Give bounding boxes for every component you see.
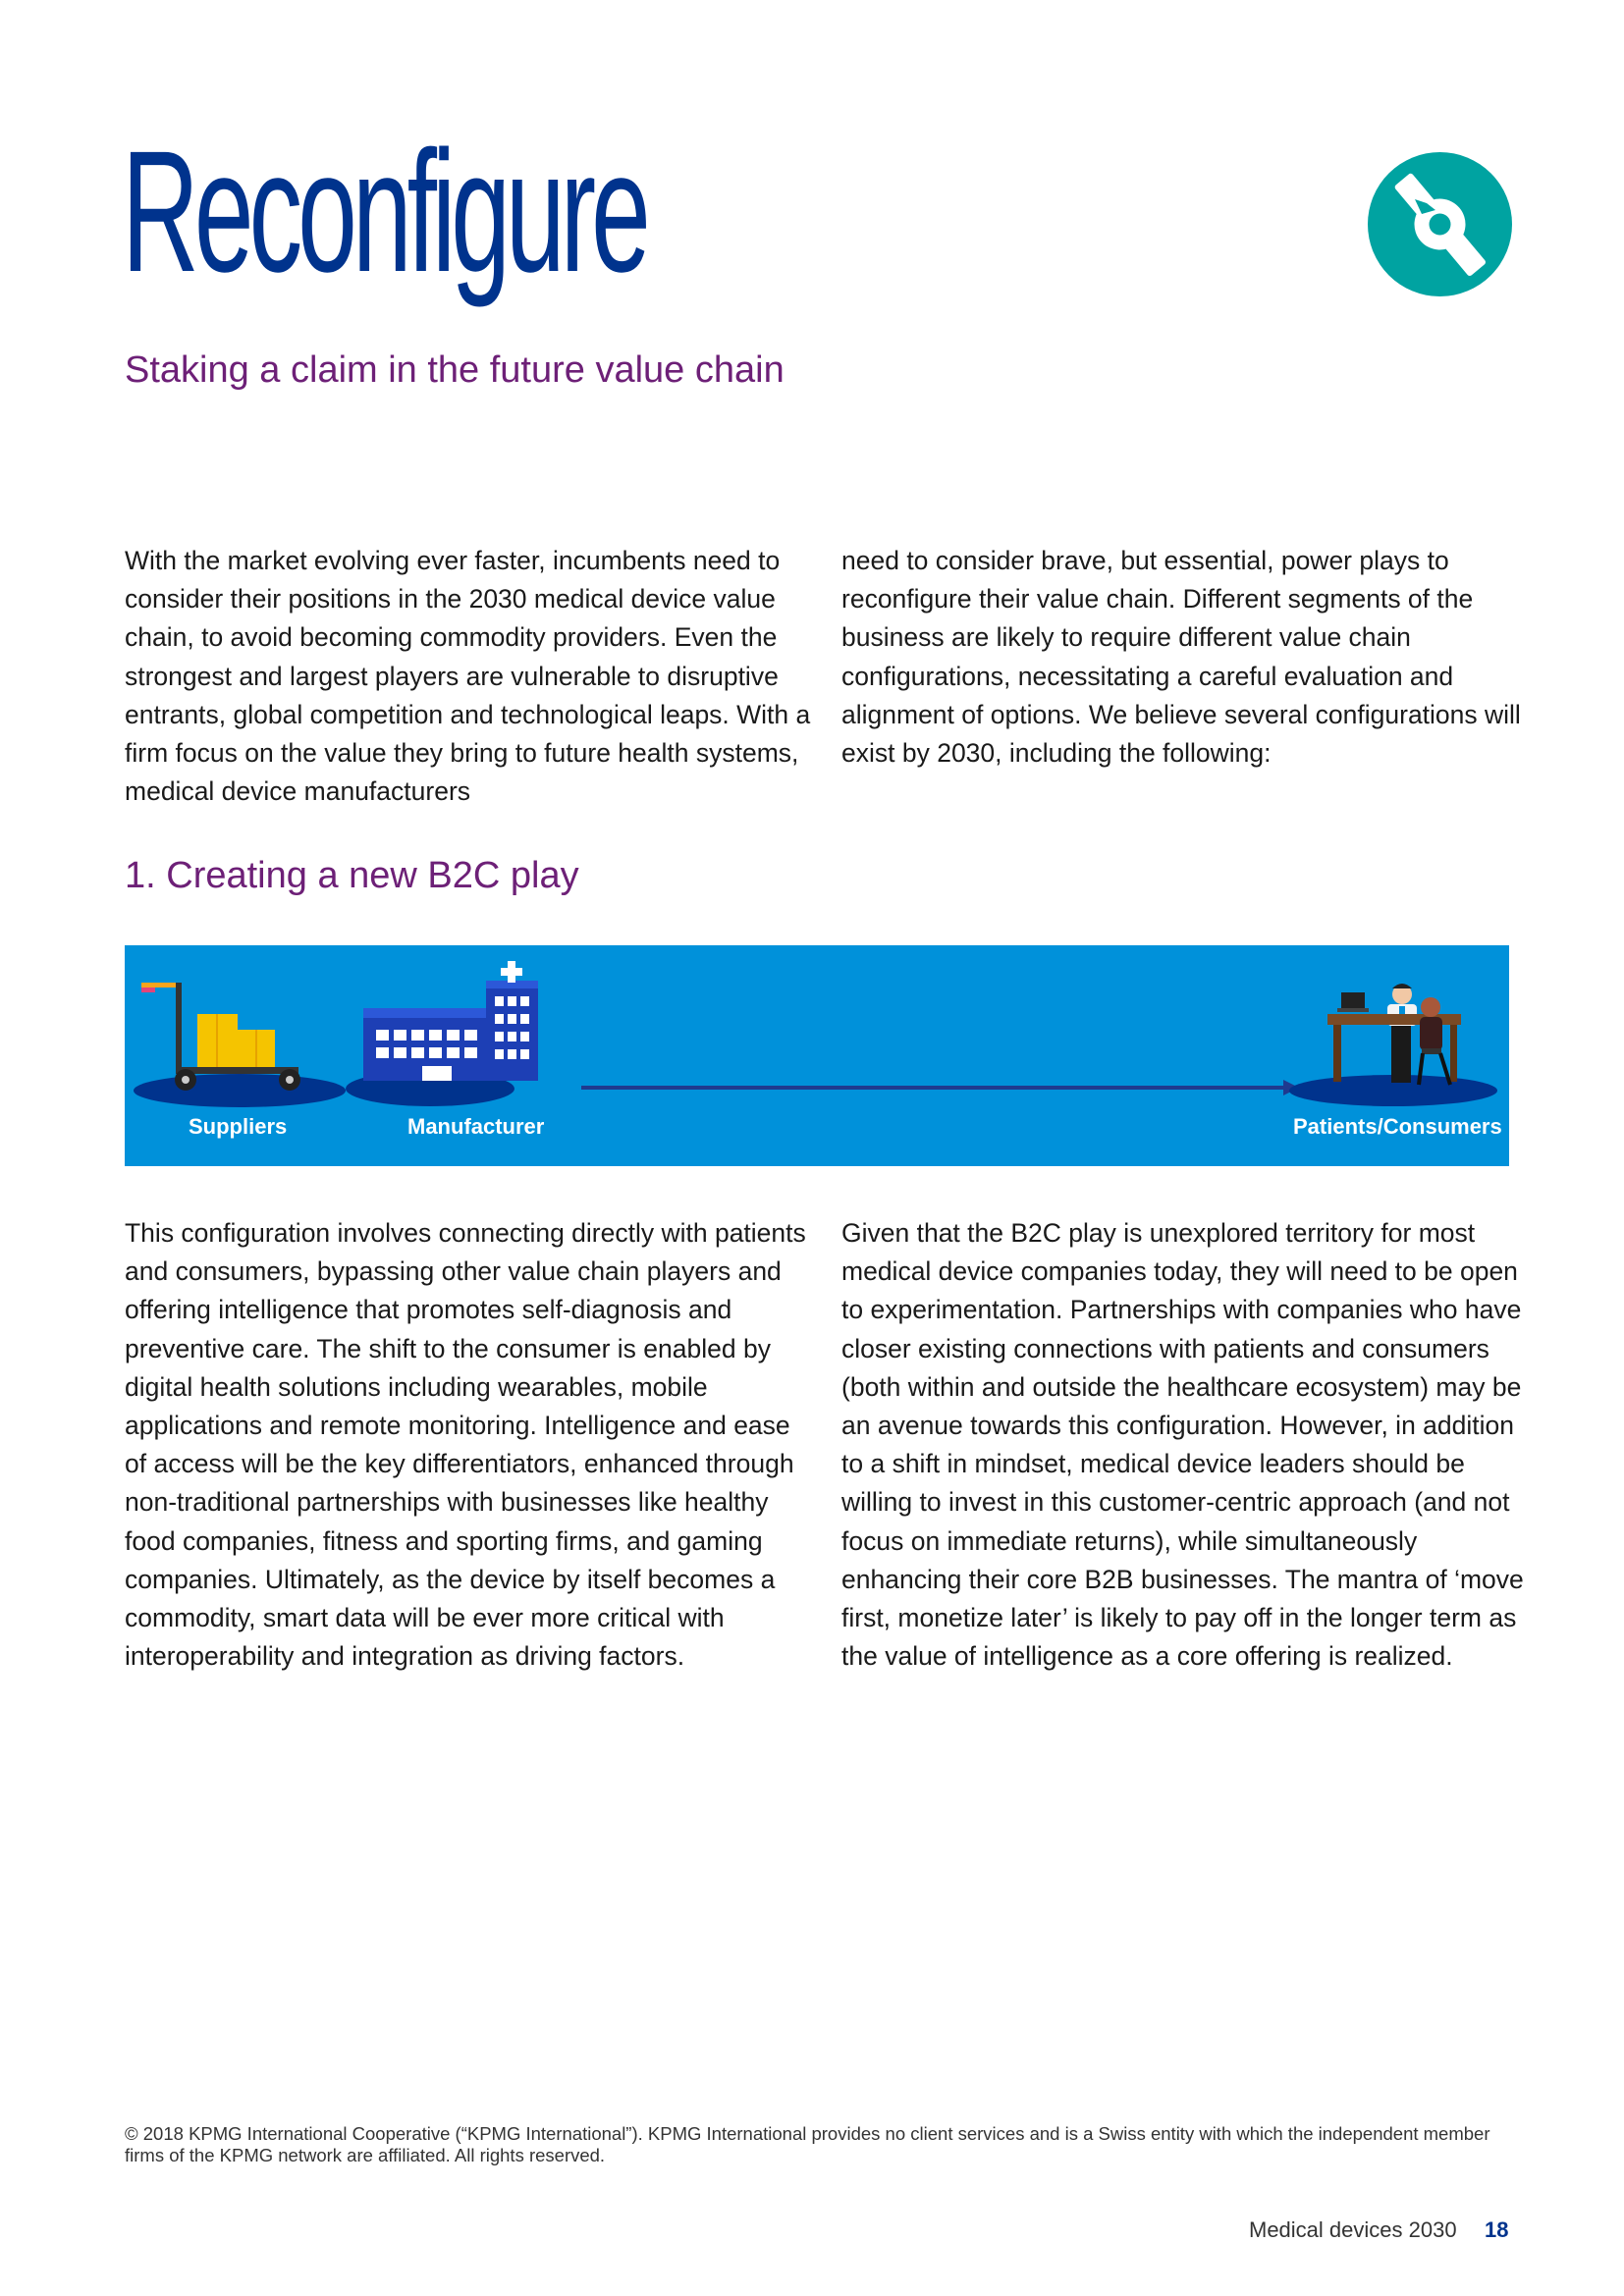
- wrench-icon: [1368, 152, 1512, 296]
- document-title: Medical devices 2030: [1249, 2217, 1457, 2242]
- body-right-column: [841, 1214, 1529, 1676]
- copyright-notice: © 2018 KPMG International Cooperative (“KPMG International”). KPMG International provides no client services and is a Swiss entity with which the independent member firms of the KPMG network are affiliated. All rights reserved.: [125, 2123, 1490, 2165]
- body-paragraph-left: This configuration involves connecting directly with patients and consumers, bypassing other value chain players and offering intelligence that promotes self-diagnosis and preventive care. The shift to the consumer is enabled by digital health solutions including wearables, mobile applications and remote monitoring. Intelligence and ease of access will be the key differentiators, enhanced through non-traditional partnerships with businesses like healthy food companies, fitness and sporting firms, and gaming companies. Ultimately, as the device by itself becomes a commodity, smart data will be ever more critical with interoperability and integration as driving factors.: [125, 1218, 806, 1672]
- label-suppliers: Suppliers: [189, 1114, 288, 1139]
- body-left-column: [125, 1214, 812, 1676]
- body-paragraph-right: Given that the B2C play is unexplored territory for most medical device companies today, they will need to be open to experimentation. Partnerships with companies who have closer existing connections with patients and consumers (both within and outside the healthcare ecosystem) may be an avenue towards this configuration. However, in addition to a shift in mindset, medical device leaders should be willing to invest in this customer-centric approach (and not focus on immediate returns), while simultaneously enhancing their core B2B businesses. The mantra of ‘move first, monetize later’ is likely to pay off in the longer term as the value of intelligence as a core offering is realized.: [841, 1218, 1524, 1672]
- page-title: Reconfigure: [122, 116, 646, 308]
- hospital-building-icon: [346, 961, 538, 1106]
- doctor-patient-desk-icon: [1289, 984, 1497, 1106]
- page-subtitle: Staking a claim in the future value chain: [125, 349, 785, 391]
- arrow-right-icon: [581, 1080, 1299, 1095]
- value-chain-diagram: [125, 945, 1509, 1166]
- page-number: 18: [1485, 2217, 1509, 2242]
- section-heading: 1. Creating a new B2C play: [125, 855, 579, 896]
- intro-paragraph-left: With the market evolving ever faster, incumbents need to consider their positions in the 2030 medical device value chain, to avoid becoming commodity providers. Even the strongest and largest players are vulnerable to disruptive entrants, global competition and technological leaps. With a firm focus on the value they bring to future health systems, medical device manufacturers: [125, 546, 811, 807]
- intro-left-column: [125, 542, 812, 811]
- label-patients-consumers: Patients/Consumers: [1293, 1114, 1502, 1139]
- intro-paragraph-right: need to consider brave, but essential, power plays to reconfigure their value chain. Different segments of the business are likely to require different value chain configurations, necessitating a careful evaluation and alignment of options. We believe several configurations will exist by 2030, including the following:: [841, 546, 1521, 769]
- label-manufacturer: Manufacturer: [407, 1114, 545, 1139]
- intro-right-column: [841, 542, 1529, 773]
- hand-truck-boxes-icon: [134, 983, 346, 1107]
